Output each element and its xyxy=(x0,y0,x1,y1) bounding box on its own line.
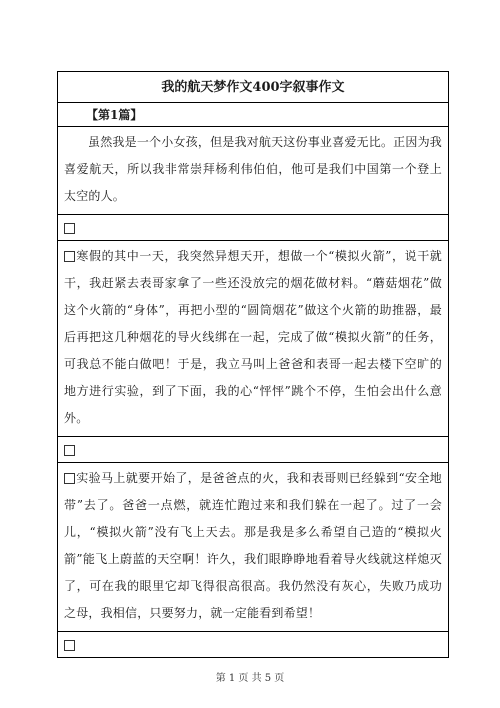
empty-checkbox-row-2 xyxy=(58,437,448,463)
paragraph-1: 虽然我是一个小女孩，但是我对航天这份事业喜爱无比。正因为我喜爱航天，所以我非常崇拜杨利伟伯伯，他可是我们中国第一个登上太空的人。 xyxy=(58,127,448,215)
checkbox-icon xyxy=(64,251,75,262)
checkbox-icon xyxy=(64,445,75,456)
document-title: 我的航天梦作文400字叙事作文 xyxy=(58,72,448,103)
empty-checkbox-row-3 xyxy=(58,632,448,658)
checkbox-icon xyxy=(64,473,75,484)
paragraph-2 xyxy=(58,241,448,437)
paragraph-3-text: 实验马上就要开始了，是爸爸点的火，我和表哥则已经躲到“安全地带”去了。爸爸一点燃，就连忙跑过来和我们躲在一起了。过了一会儿，“模拟火箭”没有飞上天去。那是我是多么希望自己造的“模拟火箭”能飞上蔚蓝的天空啊！许久，我们眼睁睁地看着导火线就这样熄灭了，可在我的眼里它却飞得很高很高。我仍然没有灰心，失败乃成功之母，我相信，只要努力，就一定能看到希望！ xyxy=(64,471,442,620)
document-table xyxy=(57,71,449,658)
checkbox-icon xyxy=(64,223,75,234)
empty-checkbox-row-1 xyxy=(58,215,448,241)
paragraph-2-text: 寒假的其中一天，我突然异想天开，想做一个“模拟火箭”，说干就干，我赶紧去表哥家拿了一些还没放完的烟花做材料。“蘑菇烟花”做这个火箭的“身体”，再把小型的“圆筒烟花”做这个火箭的助推器，最后再把这几种烟花的导火线绑在一起，完成了做“模拟火箭”的任务，可我总不能白做吧！于是，我立马叫上爸爸和表哥一起去楼下空旷的地方进行实验，到了下面，我的心“怦怦”跳个不停，生怕会出什么意外。 xyxy=(64,249,442,425)
checkbox-icon xyxy=(64,640,75,651)
section-label: 【第1篇】 xyxy=(58,103,448,127)
page-footer: 第 1 页 共 5 页 xyxy=(215,673,285,684)
paragraph-3 xyxy=(58,463,448,632)
